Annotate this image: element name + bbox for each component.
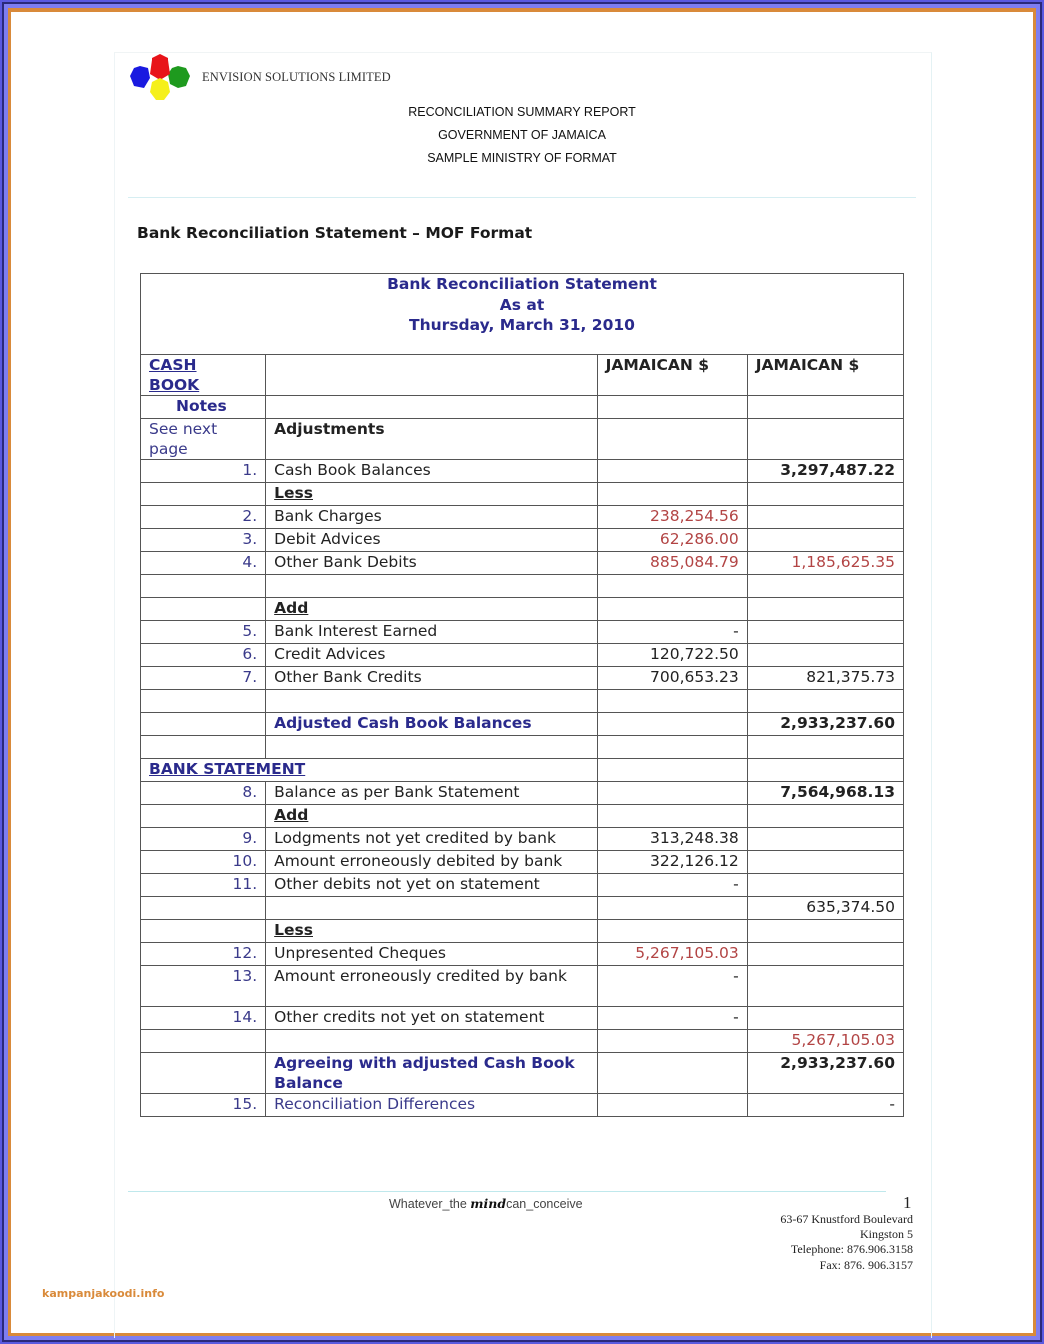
notes-header: Notes [141, 396, 266, 419]
agreeing-balance-total: 2,933,237.60 [747, 1053, 903, 1094]
row-description: Unpresented Cheques [266, 943, 597, 966]
table-row [141, 782, 904, 805]
address-fax: Fax: 876. 906.3157 [819, 1257, 913, 1272]
empty-cell [597, 805, 747, 828]
table-row [141, 529, 904, 552]
footer-divider [128, 1191, 886, 1192]
add-label: Add [266, 598, 597, 621]
row-amount: 5,267,105.03 [597, 943, 747, 966]
note-number: 10. [141, 851, 266, 874]
table-row [141, 621, 904, 644]
row-amount: - [597, 966, 747, 1007]
empty-cell [597, 1053, 747, 1094]
note-number: 13. [141, 966, 266, 1007]
row-description: Other debits not yet on statement [266, 874, 597, 897]
report-subheading-government: GOVERNMENT OF JAMAICA [438, 128, 606, 142]
empty-cell [747, 966, 903, 1007]
row-amount: 885,084.79 [597, 552, 747, 575]
company-address [780, 1212, 913, 1273]
empty-cell [141, 805, 266, 828]
address-city: Kingston 5 [859, 1227, 913, 1242]
empty-cell [597, 419, 747, 460]
currency-header-2: JAMAICAN $ [747, 355, 903, 396]
row-amount: 238,254.56 [597, 506, 747, 529]
statement-date: Thursday, March 31, 2010 [409, 316, 635, 334]
table-row [141, 552, 904, 575]
row-description: Amount erroneously debited by bank [266, 851, 597, 874]
note-number: 1. [141, 460, 266, 483]
statement-title-cell [141, 274, 904, 355]
empty-cell [747, 1007, 903, 1030]
empty-cell [747, 805, 903, 828]
logo-yellow-hexagon [150, 78, 170, 100]
cash-book-header [141, 355, 266, 396]
note-number: 2. [141, 506, 266, 529]
empty-cell [747, 644, 903, 667]
row-total: 821,375.73 [747, 667, 903, 690]
empty-cell [747, 598, 903, 621]
note-number: 11. [141, 874, 266, 897]
table-row [141, 460, 904, 483]
tagline-mind: mind [470, 1196, 507, 1211]
address-street: 63-67 Knustford Boulevard [780, 1212, 913, 1226]
row-amount: - [597, 1007, 747, 1030]
description-header [266, 355, 597, 396]
row-amount: 62,286.00 [597, 529, 747, 552]
currency-header-1: JAMAICAN $ [597, 355, 747, 396]
empty-cell [597, 598, 747, 621]
table-row [141, 1007, 904, 1030]
empty-cell [747, 396, 903, 419]
statement-title: Bank Reconciliation Statement [387, 275, 657, 293]
book-label: BOOK [149, 376, 200, 394]
watermark: kampanjakoodi.info [42, 1287, 165, 1300]
row-description: Amount erroneously credited by bank [266, 966, 597, 1007]
note-number: 15. [141, 1094, 266, 1117]
row-description: Lodgments not yet credited by bank [266, 828, 597, 851]
empty-cell [141, 1053, 266, 1094]
empty-cell [747, 483, 903, 506]
reconciliation-table [140, 273, 904, 1117]
row-description: Cash Book Balances [266, 460, 597, 483]
table-row [141, 966, 904, 1007]
address-telephone: Telephone: 876.906.3158 [790, 1242, 913, 1257]
note-number: 4. [141, 552, 266, 575]
note-number: 6. [141, 644, 266, 667]
empty-cell [141, 713, 266, 736]
row-description: Bank Charges [266, 506, 597, 529]
row-total: 3,297,487.22 [747, 460, 903, 483]
empty-cell [266, 396, 597, 419]
empty-cell [747, 621, 903, 644]
row-description: Bank Interest Earned [266, 621, 597, 644]
tagline-start: Whatever_the [389, 1197, 471, 1211]
footer-tagline [389, 1196, 583, 1211]
company-logo-icon [130, 54, 192, 104]
agreeing-balance-label: Agreeing with adjusted Cash Book Balance [266, 1053, 597, 1094]
empty-cell [141, 1030, 266, 1053]
header-divider [128, 197, 916, 198]
note-number: 9. [141, 828, 266, 851]
report-heading: RECONCILIATION SUMMARY REPORT [408, 105, 636, 119]
statement-as-at: As at [499, 295, 545, 314]
empty-cell [747, 851, 903, 874]
table-row [141, 828, 904, 851]
table-row [141, 667, 904, 690]
add-label: Add [266, 805, 597, 828]
company-name: ENVISION SOLUTIONS LIMITED [202, 70, 391, 84]
table-row [141, 874, 904, 897]
add-heading-row [141, 805, 904, 828]
empty-cell [597, 396, 747, 419]
empty-cell [747, 943, 903, 966]
row-description: Other credits not yet on statement [266, 1007, 597, 1030]
less-subtotal-row [141, 1030, 904, 1053]
less-heading-row [141, 483, 904, 506]
adjusted-balance-row [141, 713, 904, 736]
empty-cell [747, 759, 903, 782]
column-header-row [141, 355, 904, 396]
row-description: Reconciliation Differences [266, 1094, 597, 1117]
empty-cell [597, 759, 747, 782]
see-next-page-note: See next page [141, 419, 266, 460]
table-title-row [141, 274, 904, 355]
less-label: Less [266, 483, 597, 506]
adjustments-label: Adjustments [266, 419, 597, 460]
adjustments-row [141, 419, 904, 460]
empty-cell [597, 713, 747, 736]
row-description: Other Bank Debits [266, 552, 597, 575]
empty-cell [141, 483, 266, 506]
empty-cell [597, 483, 747, 506]
add-heading-row [141, 598, 904, 621]
empty-cell [747, 874, 903, 897]
table-row [141, 851, 904, 874]
agreeing-balance-row [141, 1053, 904, 1094]
adjusted-balance-total: 2,933,237.60 [747, 713, 903, 736]
row-amount: 313,248.38 [597, 828, 747, 851]
empty-cell [597, 1030, 747, 1053]
less-subtotal: 5,267,105.03 [747, 1030, 903, 1053]
report-subheading-ministry: SAMPLE MINISTRY OF FORMAT [427, 151, 617, 165]
empty-cell [597, 1094, 747, 1117]
add-subtotal-row [141, 897, 904, 920]
table-row [141, 644, 904, 667]
note-number: 5. [141, 621, 266, 644]
empty-cell [266, 1030, 597, 1053]
adjusted-balance-label: Adjusted Cash Book Balances [266, 713, 597, 736]
cash-label: CASH [149, 356, 197, 374]
document-title: Bank Reconciliation Statement – MOF Format [137, 224, 533, 242]
logo-red-center [150, 60, 170, 80]
table-row [141, 506, 904, 529]
empty-cell [141, 897, 266, 920]
row-description: Balance as per Bank Statement [266, 782, 597, 805]
row-amount: - [597, 621, 747, 644]
empty-cell [747, 529, 903, 552]
bank-statement-heading-row [141, 759, 904, 782]
less-label: Less [266, 920, 597, 943]
logo-green-hexagon [168, 66, 190, 88]
empty-cell [266, 897, 597, 920]
add-subtotal: 635,374.50 [747, 897, 903, 920]
empty-cell [141, 598, 266, 621]
empty-cell [597, 897, 747, 920]
row-amount: 120,722.50 [597, 644, 747, 667]
blank-row [141, 690, 904, 713]
row-amount: 322,126.12 [597, 851, 747, 874]
less-heading-row [141, 920, 904, 943]
empty-cell [141, 920, 266, 943]
row-description: Credit Advices [266, 644, 597, 667]
empty-cell [747, 506, 903, 529]
empty-cell [597, 920, 747, 943]
row-amount: 700,653.23 [597, 667, 747, 690]
table-row [141, 943, 904, 966]
tagline-end: can_conceive [506, 1197, 583, 1211]
empty-cell [747, 828, 903, 851]
table-row [141, 1094, 904, 1117]
row-description: Debit Advices [266, 529, 597, 552]
notes-row [141, 396, 904, 419]
blank-row [141, 736, 904, 759]
note-number: 3. [141, 529, 266, 552]
empty-cell [597, 460, 747, 483]
empty-cell [597, 782, 747, 805]
row-total: 7,564,968.13 [747, 782, 903, 805]
note-number: 7. [141, 667, 266, 690]
page-number: 1 [903, 1193, 912, 1212]
row-total: - [747, 1094, 903, 1117]
note-number: 12. [141, 943, 266, 966]
row-total: 1,185,625.35 [747, 552, 903, 575]
bank-statement-heading: BANK STATEMENT [141, 759, 598, 782]
empty-cell [747, 419, 903, 460]
row-amount: - [597, 874, 747, 897]
logo-blue-hexagon [130, 66, 150, 88]
note-number: 8. [141, 782, 266, 805]
note-number: 14. [141, 1007, 266, 1030]
empty-cell [747, 920, 903, 943]
row-description: Other Bank Credits [266, 667, 597, 690]
blank-row [141, 575, 904, 598]
